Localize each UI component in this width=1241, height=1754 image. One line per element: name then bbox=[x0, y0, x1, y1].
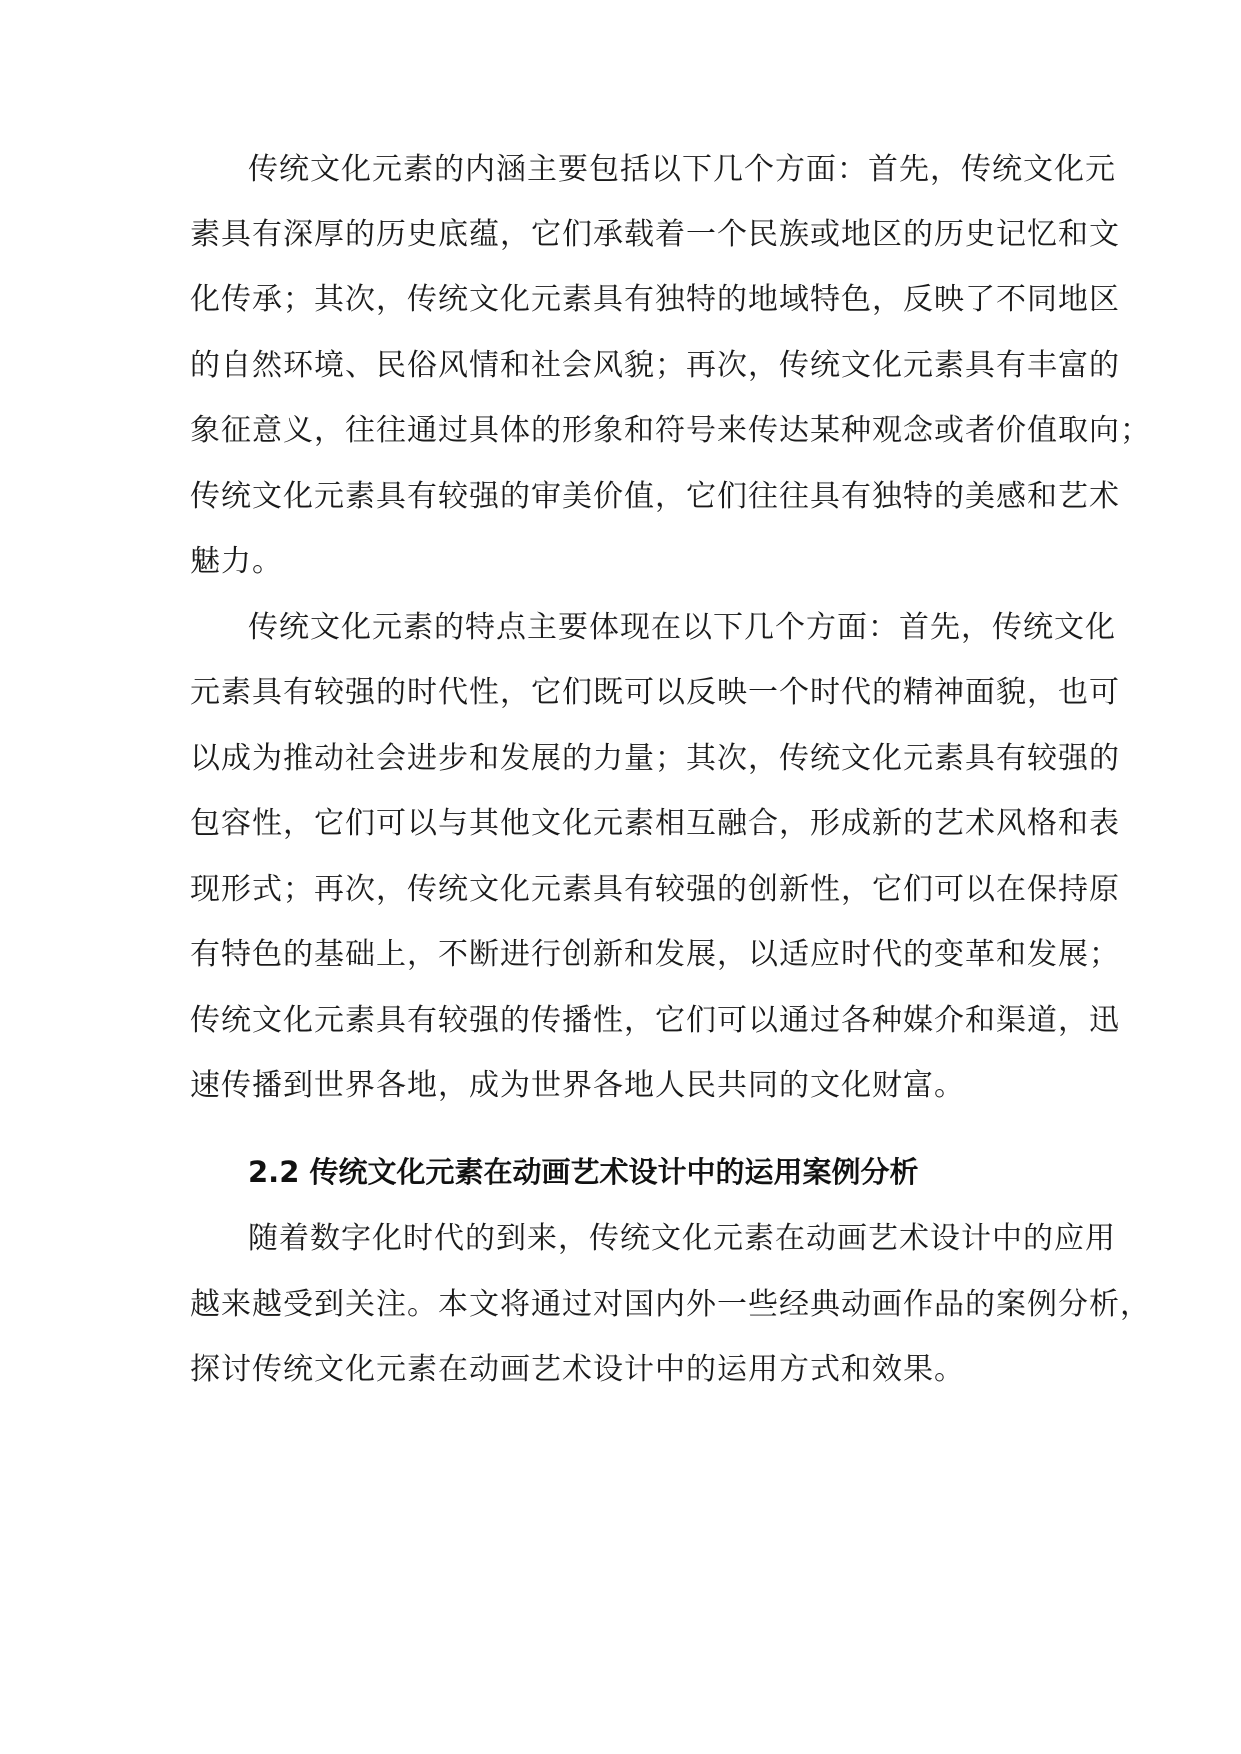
paragraph-1-line-4: 的自然环境、民俗风情和社会风貌；再次，传统文化元素具有丰富的 bbox=[190, 348, 1120, 383]
paragraph-1-line-1: 传统文化元素的内涵主要包括以下几个方面：首先，传统文化元 bbox=[248, 152, 1116, 187]
paragraph-1-line-6: 传统文化元素具有较强的审美价值，它们往往具有独特的美感和艺术 bbox=[190, 479, 1120, 514]
paragraph-1-line-7: 魅力。 bbox=[190, 544, 283, 579]
paragraph-2-line-3: 以成为推动社会进步和发展的力量；其次，传统文化元素具有较强的 bbox=[190, 741, 1120, 776]
paragraph-2-line-4: 包容性，它们可以与其他文化元素相互融合，形成新的艺术风格和表 bbox=[190, 806, 1120, 841]
paragraph-1-line-3: 化传承；其次，传统文化元素具有独特的地域特色，反映了不同地区 bbox=[190, 282, 1120, 317]
paragraph-2-line-6: 有特色的基础上，不断进行创新和发展，以适应时代的变革和发展； bbox=[190, 937, 1120, 972]
paragraph-3-line-3: 探讨传统文化元素在动画艺术设计中的运用方式和效果。 bbox=[190, 1352, 965, 1387]
paragraph-1-line-5: 象征意义，往往通过具体的形象和符号来传达某种观念或者价值取向； bbox=[190, 413, 1151, 448]
paragraph-2-line-5: 现形式；再次，传统文化元素具有较强的创新性，它们可以在保持原 bbox=[190, 872, 1120, 907]
paragraph-2-line-7: 传统文化元素具有较强的传播性，它们可以通过各种媒介和渠道，迅 bbox=[190, 1003, 1120, 1038]
paragraph-3-line-1: 随着数字化时代的到来，传统文化元素在动画艺术设计中的应用 bbox=[248, 1221, 1116, 1256]
paragraph-2-line-8: 速传播到世界各地，成为世界各地人民共同的文化财富。 bbox=[190, 1068, 965, 1103]
paragraph-2-line-2: 元素具有较强的时代性，它们既可以反映一个时代的精神面貌，也可 bbox=[190, 675, 1120, 710]
paragraph-2-line-1: 传统文化元素的特点主要体现在以下几个方面：首先，传统文化 bbox=[248, 610, 1116, 645]
section-heading: 2.2 传统文化元素在动画艺术设计中的运用案例分析 bbox=[248, 1155, 919, 1189]
paragraph-3-line-2: 越来越受到关注。本文将通过对国内外一些经典动画作品的案例分析， bbox=[190, 1287, 1151, 1322]
paragraph-1-line-2: 素具有深厚的历史底蕴，它们承载着一个民族或地区的历史记忆和文 bbox=[190, 217, 1120, 252]
